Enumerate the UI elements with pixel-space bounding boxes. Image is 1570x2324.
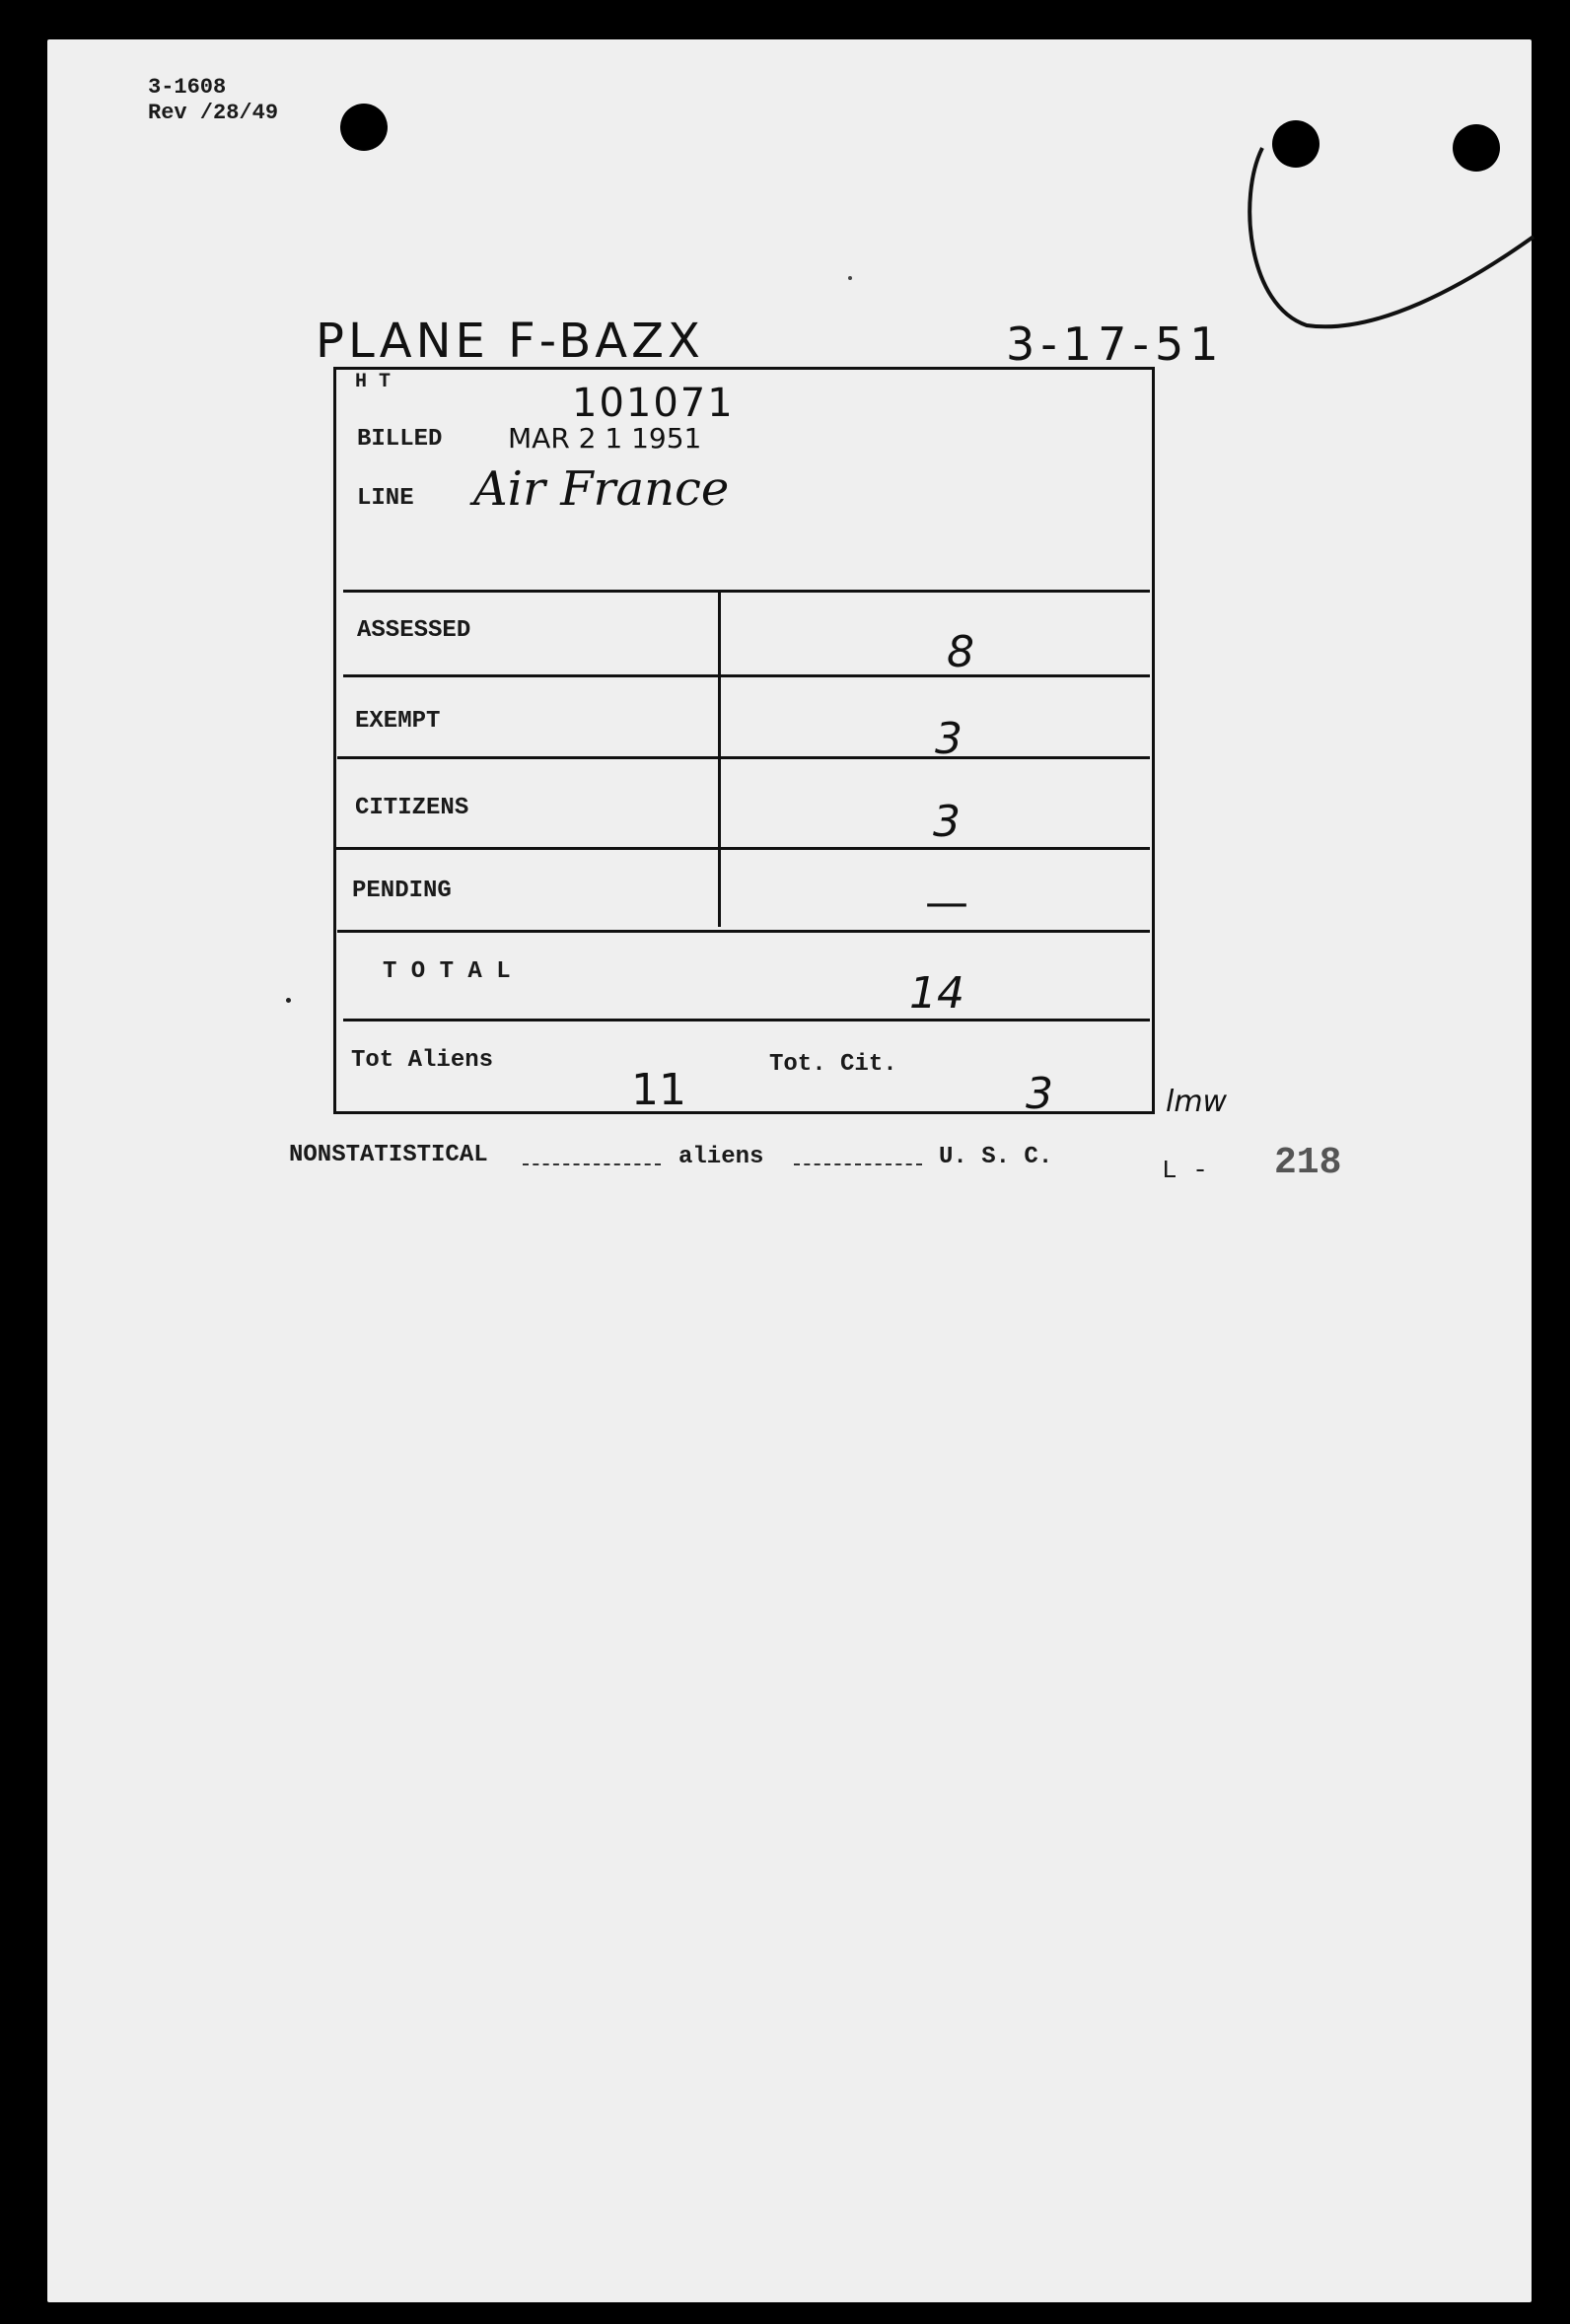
- aliens-blank: [794, 1163, 922, 1165]
- row-label-citizens: CITIZENS: [355, 795, 469, 821]
- rule-assessed: [343, 674, 1150, 677]
- tot-cit-label: Tot. Cit.: [769, 1051, 897, 1078]
- form-number: 3-1608: [148, 75, 227, 100]
- rule-citizens: [333, 847, 1150, 850]
- punch-hole-left: [340, 104, 388, 151]
- initials: lmw: [1166, 1085, 1228, 1119]
- row-value-exempt: 3: [935, 714, 963, 764]
- nonstatistical-blank: [523, 1163, 661, 1165]
- pen-curve-mark: [1238, 138, 1543, 335]
- tot-cit-value: 3: [1026, 1069, 1053, 1119]
- ht-number: 101071: [572, 381, 735, 426]
- column-divider: [718, 592, 721, 927]
- billed-label: BILLED: [357, 426, 443, 453]
- total-value: 14: [909, 968, 964, 1019]
- ht-label: H T: [355, 371, 392, 393]
- page-number: 218: [1274, 1142, 1342, 1184]
- row-value-assessed: 8: [947, 627, 974, 677]
- rule-total: [343, 1019, 1150, 1021]
- ink-speck: [286, 998, 291, 1003]
- aliens-label: aliens: [678, 1144, 764, 1170]
- plane-label: PLANE F-BAZX: [316, 314, 704, 369]
- page-mark: L -: [1162, 1156, 1208, 1185]
- row-value-pending: —: [925, 878, 968, 928]
- tot-aliens-label: Tot Aliens: [351, 1047, 494, 1074]
- line-label: LINE: [357, 485, 414, 512]
- line-value: Air France: [473, 461, 730, 517]
- row-label-pending: PENDING: [352, 878, 452, 904]
- row-label-exempt: EXEMPT: [355, 708, 441, 735]
- tot-aliens-value: 11: [631, 1065, 686, 1115]
- rule-pending: [337, 930, 1150, 933]
- total-label: T O T A L: [383, 958, 511, 985]
- form-table: [333, 367, 1155, 1114]
- billed-date-stamp: MAR 2 1 1951: [508, 422, 702, 455]
- rule-header: [343, 590, 1150, 593]
- rule-exempt: [337, 756, 1150, 759]
- form-revision: Rev /28/49: [148, 101, 279, 125]
- usc-label: U. S. C.: [939, 1144, 1053, 1170]
- row-label-assessed: ASSESSED: [357, 617, 471, 644]
- date-handwritten: 3-17-51: [1006, 317, 1225, 371]
- ink-speck: [848, 276, 852, 280]
- row-value-citizens: 3: [933, 797, 961, 847]
- nonstatistical-label: NONSTATISTICAL: [289, 1142, 488, 1168]
